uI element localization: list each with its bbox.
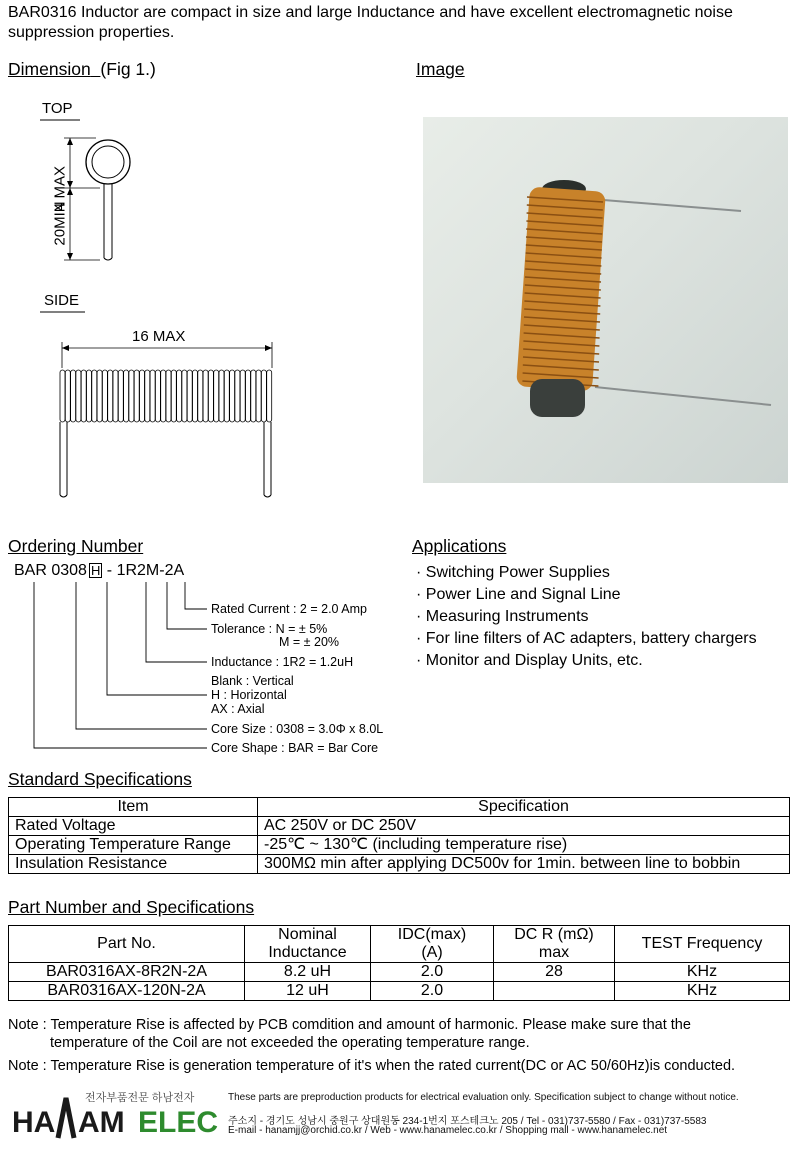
header-specification: Specification <box>258 798 790 817</box>
part-specs-table <box>8 925 790 1001</box>
table-header-row <box>9 926 790 963</box>
coil-turn <box>124 370 129 422</box>
table-row <box>9 982 790 1001</box>
coil-turn <box>235 370 240 422</box>
coil-turn <box>208 370 213 422</box>
coil-turn <box>187 370 192 422</box>
application-item: · Power Line and Signal Line <box>416 586 621 603</box>
brand-korean: 전자부품전문 하남전자 <box>85 1092 195 1104</box>
header-item: Item <box>9 798 258 817</box>
header-dcr: DC R (mΩ) max <box>494 926 615 963</box>
coil-turn <box>177 370 182 422</box>
part-no-cell: BAR0316AX-8R2N-2A <box>9 963 245 982</box>
logo-elec: ELEC <box>138 1106 219 1139</box>
part-no-cell: BAR0316AX-120N-2A <box>9 982 245 1001</box>
footer-contact: E-mail - hanamjj@orchid.co.kr / Web - www.hanamelec.co.kr / Shopping mall - www.hanamelec.net <box>228 1125 668 1136</box>
dcr-cell <box>494 982 615 1001</box>
side-label: SIDE <box>44 292 80 309</box>
header-part-no: Part No. <box>9 926 245 963</box>
logo-am: AM <box>78 1106 125 1139</box>
header-idc: IDC(max) (A) <box>371 926 494 963</box>
footer-disclaimer: These parts are preproduction products for electrical evaluation only. Specification subject to change without notice. <box>228 1092 739 1103</box>
coil-turn <box>102 370 107 422</box>
inductance-label: Inductance : 1R2 = 1.2uH <box>211 655 354 669</box>
table-header-row <box>9 798 790 817</box>
tolerance-label-1: Tolerance : N = ± 5% <box>211 622 328 636</box>
standard-specs-table <box>8 797 790 874</box>
header-inductance: Nominal Inductance <box>245 926 371 963</box>
coil-turn <box>198 370 203 422</box>
tolerance-label-2: M = ± 20% <box>279 635 340 649</box>
coil-turn <box>267 370 272 422</box>
logo-han: HA <box>12 1106 56 1139</box>
ordering-code <box>14 562 184 580</box>
coil-turn <box>118 370 123 422</box>
leader-core-size <box>76 582 207 729</box>
top-ring-outer <box>86 140 130 184</box>
coil-turn <box>134 370 139 422</box>
dimension-title: Dimension <box>8 59 91 79</box>
dim-16max-label: 16 MAX <box>132 328 186 345</box>
code-suffix: 1R2M-2A <box>116 562 185 579</box>
side-lead-left-end <box>60 495 67 497</box>
code-dash: - <box>106 562 113 579</box>
coil-turn <box>97 370 102 422</box>
application-item: · Measuring Instruments <box>416 608 589 625</box>
note-1-line-1: Note : Temperature Rise is affected by PCB comdition and amount of harmonic. Please make sure that the <box>8 1017 691 1033</box>
dcr-cell: 28 <box>494 963 615 982</box>
code-bar: BAR <box>14 562 47 579</box>
code-size: 0308 <box>51 562 87 579</box>
core-size-label: Core Size : 0308 = 3.0Φ x 8.0L <box>211 722 384 736</box>
logo-mark <box>58 1098 74 1138</box>
mount-label-2: H : Horizontal <box>211 688 287 702</box>
inductor-illustration <box>423 117 788 483</box>
top-label: TOP <box>42 100 73 117</box>
spec-item: Insulation Resistance <box>9 855 258 874</box>
coil-turn <box>230 370 235 422</box>
dimension-heading <box>8 59 156 80</box>
coil-turn <box>150 370 155 422</box>
coil-turn <box>145 370 150 422</box>
coil-turn <box>129 370 134 422</box>
table-row <box>9 836 790 855</box>
intro-text: BAR0316 Inductor are compact in size and large Inductance and have excellent electromagnetic noise suppression properties. <box>8 4 733 41</box>
photo-core-bottom <box>530 379 585 417</box>
leader-tolerance <box>167 582 207 629</box>
top-ring-inner <box>92 146 124 178</box>
top-lead-end <box>104 258 112 260</box>
mount-label-3: AX : Axial <box>211 702 265 716</box>
coil-turn <box>140 370 145 422</box>
coil-turn <box>81 370 86 422</box>
header-test-frequency: TEST Frequency <box>615 926 790 963</box>
footer-address: 주소지 - 경기도 성남시 중원구 상대원동 234-1번지 포스테크노 205 / Tel - 031)737-5580 / Fax - 031)737-5583 <box>228 1116 707 1127</box>
application-item: · For line filters of AC adapters, battery chargers <box>416 630 757 647</box>
coil-turn <box>155 370 160 422</box>
applications-list <box>416 562 757 672</box>
ordering-heading: Ordering Number <box>8 536 144 556</box>
ordering-leader-lines <box>0 580 220 755</box>
code-mount: H <box>90 563 101 578</box>
coil-turn <box>161 370 166 422</box>
dim-20min-label: 20MIN <box>51 201 69 246</box>
table-row <box>9 963 790 982</box>
coil-turn <box>108 370 113 422</box>
leader-mount <box>107 582 207 695</box>
table-row <box>9 855 790 874</box>
coil-turn <box>60 370 65 422</box>
application-item: · Switching Power Supplies <box>416 564 610 581</box>
idc-cell: 2.0 <box>371 982 494 1001</box>
coil-turn <box>171 370 176 422</box>
inductance-cell: 12 uH <box>245 982 371 1001</box>
coil-turn <box>71 370 76 422</box>
test-frequency-cell: KHz <box>615 963 790 982</box>
coil-turn <box>240 370 245 422</box>
coil-turn <box>65 370 70 422</box>
coil-turn <box>166 370 171 422</box>
note-1-line-2: temperature of the Coil are not exceeded the operating temperature range. <box>50 1035 530 1051</box>
standard-heading: Standard Specifications <box>8 769 192 789</box>
photo-lead-bottom <box>595 387 771 405</box>
photo-lead-top <box>591 199 741 211</box>
inductance-cell: 8.2 uH <box>245 963 371 982</box>
applications-heading: Applications <box>412 536 507 556</box>
arrow-left <box>62 345 69 351</box>
mount-label-1: Blank : Vertical <box>211 674 294 688</box>
side-coil-body <box>60 370 272 422</box>
note-2: Note : Temperature Rise is generation temperature of it's when the rated current(DC or AC 50/60Hz)is conducted. <box>8 1058 736 1074</box>
coil-turn <box>251 370 256 422</box>
spec-item: Operating Temperature Range <box>9 836 258 855</box>
idc-cell: 2.0 <box>371 963 494 982</box>
coil-turn <box>214 370 219 422</box>
coil-turn <box>92 370 97 422</box>
coil-turn <box>246 370 251 422</box>
product-photo <box>423 117 788 483</box>
part-heading: Part Number and Specifications <box>8 897 255 917</box>
coil-turn <box>256 370 261 422</box>
spec-value: 300MΩ min after applying DC500v for 1min. between line to bobbin <box>258 855 790 874</box>
coil-turn <box>261 370 266 422</box>
coil-turn <box>87 370 92 422</box>
table-row <box>9 817 790 836</box>
rated-current-label: Rated Current : 2 = 2.0 Amp <box>211 602 367 616</box>
coil-turn <box>182 370 187 422</box>
coil-turn <box>224 370 229 422</box>
company-logo <box>8 1088 230 1150</box>
leader-rated-current <box>185 582 207 609</box>
core-shape-label: Core Shape : BAR = Bar Core <box>211 741 379 755</box>
application-item: · Monitor and Display Units, etc. <box>416 652 643 669</box>
spec-value: -25℃ ~ 130℃ (including temperature rise) <box>258 836 790 855</box>
dim-4max-label: 4 MAX <box>51 166 69 212</box>
coil-turn <box>219 370 224 422</box>
leader-inductance <box>146 582 207 662</box>
spec-value: AC 250V or DC 250V <box>258 817 790 836</box>
side-lead-right-end <box>264 495 271 497</box>
spec-item: Rated Voltage <box>9 817 258 836</box>
coil-turn <box>76 370 81 422</box>
arrow-right <box>265 345 272 351</box>
coil-turn <box>203 370 208 422</box>
arrow-up <box>67 138 73 145</box>
dimension-fig-label: (Fig 1.) <box>100 59 156 79</box>
coil-turn <box>193 370 198 422</box>
image-heading: Image <box>416 59 465 79</box>
test-frequency-cell: KHz <box>615 982 790 1001</box>
coil-turn <box>113 370 118 422</box>
leader-core-shape <box>34 582 207 748</box>
